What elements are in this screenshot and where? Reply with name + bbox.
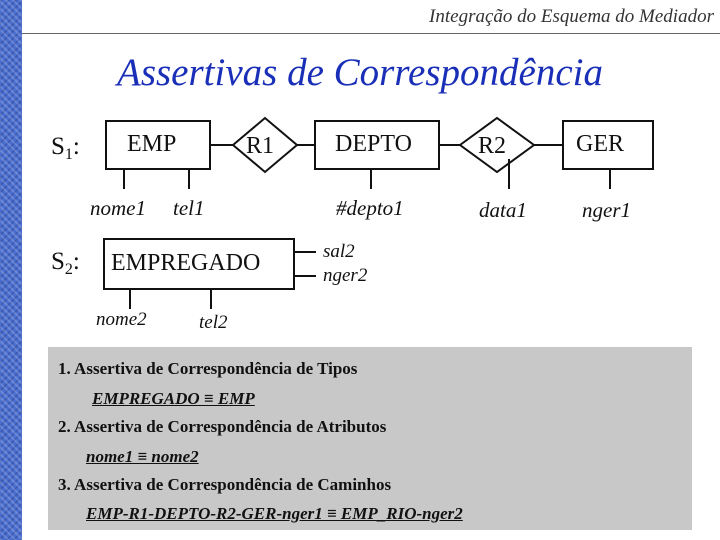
slide-title: Assertivas de Correspondência [117,51,603,94]
attr-sal2-label: sal2 [323,241,355,262]
entity-emp-label: EMP [127,131,177,157]
attr-tel2-label: tel2 [199,312,228,333]
assertions-panel [48,347,692,530]
schema2-label: $S_2$: [51,248,80,278]
attr-tel1-label: tel1 [173,196,205,220]
attr-nome1-label: nome1 [90,196,146,220]
relationship-r2-label: R2 [478,133,507,159]
assertion-2-heading: 2. Assertiva de Correspondência de Atributos [58,417,387,436]
relationship-r1-label: R1 [246,133,275,159]
assertion-1-detail: EMPREGADO ≡ EMP [92,389,255,408]
assertion-2-detail: nome1 ≡ nome2 [86,447,199,466]
assertion-3-heading: 3. Assertiva de Correspondência de Caminhos [58,475,392,494]
entity-depto-label: DEPTO [335,131,412,157]
attr-nome2-label: nome2 [96,309,147,330]
assertion-3-detail: EMP-R1-DEPTO-R2-GER-nger1 ≡ EMP_RIO-nger2 [86,504,463,523]
assertion-1-heading: 1. Assertiva de Correspondência de Tipos [58,359,358,378]
attr-nger2-label: nger2 [323,265,368,286]
attr-depto1-label: #depto1 [336,196,404,220]
slide-header: Integração do Esquema do Mediador [429,6,714,27]
entity-ger-label: GER [576,131,624,157]
entity-empregado-label: EMPREGADO [111,250,261,276]
attr-data1-label: data1 [479,198,527,222]
attr-nger1-label: nger1 [582,198,631,222]
schema1-label: $S_1$: [51,133,80,163]
